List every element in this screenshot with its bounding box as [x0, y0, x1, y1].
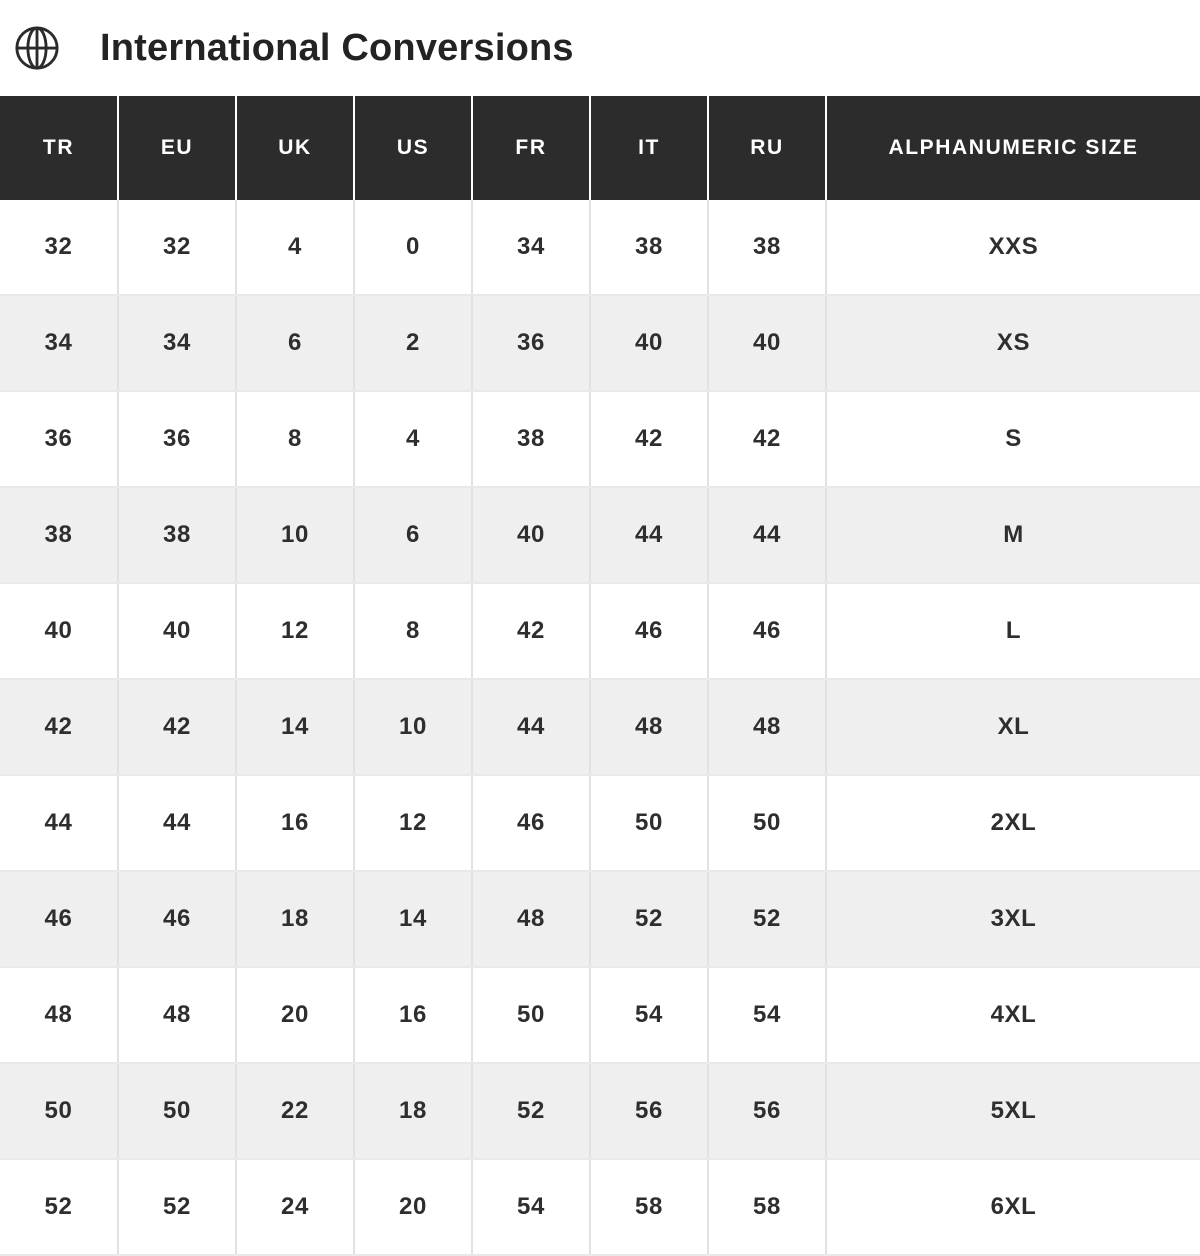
cell-us: 8 — [354, 583, 472, 679]
cell-tr: 40 — [0, 583, 118, 679]
cell-us: 10 — [354, 679, 472, 775]
cell-us: 14 — [354, 871, 472, 967]
cell-it: 42 — [590, 391, 708, 487]
cell-uk: 8 — [236, 391, 354, 487]
column-header-it: IT — [590, 96, 708, 200]
page-header — [0, 0, 1200, 96]
cell-tr: 32 — [0, 200, 118, 295]
cell-uk: 10 — [236, 487, 354, 583]
cell-tr: 46 — [0, 871, 118, 967]
cell-eu: 42 — [118, 679, 236, 775]
cell-uk: 6 — [236, 295, 354, 391]
cell-tr: 38 — [0, 487, 118, 583]
column-header-alphanumeric-size: ALPHANUMERIC SIZE — [826, 96, 1200, 200]
cell-it: 54 — [590, 967, 708, 1063]
cell-eu: 38 — [118, 487, 236, 583]
cell-it: 52 — [590, 871, 708, 967]
cell-it: 58 — [590, 1159, 708, 1255]
cell-ru: 44 — [708, 487, 826, 583]
cell-eu: 50 — [118, 1063, 236, 1159]
cell-uk: 12 — [236, 583, 354, 679]
table-row — [0, 200, 1200, 295]
cell-it: 44 — [590, 487, 708, 583]
column-header-us: US — [354, 96, 472, 200]
cell-eu: 32 — [118, 200, 236, 295]
cell-us: 2 — [354, 295, 472, 391]
cell-tr: 50 — [0, 1063, 118, 1159]
cell-ru: 38 — [708, 200, 826, 295]
cell-fr: 44 — [472, 679, 590, 775]
size-chart-table-wrapper — [0, 96, 1200, 1256]
cell-tr: 44 — [0, 775, 118, 871]
cell-eu: 48 — [118, 967, 236, 1063]
cell-alphanumeric-size: 2XL — [826, 775, 1200, 871]
table-row — [0, 775, 1200, 871]
cell-us: 6 — [354, 487, 472, 583]
cell-alphanumeric-size: 4XL — [826, 967, 1200, 1063]
cell-alphanumeric-size: 5XL — [826, 1063, 1200, 1159]
table-row — [0, 679, 1200, 775]
cell-fr: 38 — [472, 391, 590, 487]
cell-ru: 58 — [708, 1159, 826, 1255]
cell-it: 46 — [590, 583, 708, 679]
cell-ru: 48 — [708, 679, 826, 775]
cell-ru: 40 — [708, 295, 826, 391]
cell-tr: 48 — [0, 967, 118, 1063]
column-header-tr: TR — [0, 96, 118, 200]
cell-tr: 52 — [0, 1159, 118, 1255]
table-row — [0, 967, 1200, 1063]
cell-tr: 42 — [0, 679, 118, 775]
cell-us: 12 — [354, 775, 472, 871]
table-row — [0, 871, 1200, 967]
cell-fr: 48 — [472, 871, 590, 967]
page-title: International Conversions — [100, 26, 574, 69]
cell-fr: 54 — [472, 1159, 590, 1255]
cell-alphanumeric-size: 3XL — [826, 871, 1200, 967]
cell-alphanumeric-size: M — [826, 487, 1200, 583]
table-row — [0, 391, 1200, 487]
cell-ru: 46 — [708, 583, 826, 679]
cell-alphanumeric-size: XL — [826, 679, 1200, 775]
table-row — [0, 295, 1200, 391]
cell-ru: 54 — [708, 967, 826, 1063]
cell-fr: 46 — [472, 775, 590, 871]
table-row — [0, 583, 1200, 679]
cell-uk: 14 — [236, 679, 354, 775]
globe-icon — [8, 25, 100, 71]
cell-uk: 24 — [236, 1159, 354, 1255]
cell-ru: 56 — [708, 1063, 826, 1159]
cell-tr: 34 — [0, 295, 118, 391]
table-row — [0, 487, 1200, 583]
cell-uk: 18 — [236, 871, 354, 967]
cell-alphanumeric-size: XXS — [826, 200, 1200, 295]
cell-fr: 36 — [472, 295, 590, 391]
cell-fr: 50 — [472, 967, 590, 1063]
cell-us: 20 — [354, 1159, 472, 1255]
cell-eu: 46 — [118, 871, 236, 967]
cell-ru: 50 — [708, 775, 826, 871]
cell-uk: 20 — [236, 967, 354, 1063]
column-header-uk: UK — [236, 96, 354, 200]
cell-fr: 40 — [472, 487, 590, 583]
cell-us: 4 — [354, 391, 472, 487]
cell-alphanumeric-size: XS — [826, 295, 1200, 391]
column-header-eu: EU — [118, 96, 236, 200]
cell-us: 18 — [354, 1063, 472, 1159]
cell-alphanumeric-size: S — [826, 391, 1200, 487]
cell-us: 16 — [354, 967, 472, 1063]
cell-uk: 16 — [236, 775, 354, 871]
cell-eu: 52 — [118, 1159, 236, 1255]
cell-eu: 36 — [118, 391, 236, 487]
cell-it: 50 — [590, 775, 708, 871]
cell-it: 48 — [590, 679, 708, 775]
table-body — [0, 200, 1200, 1255]
table-row — [0, 1063, 1200, 1159]
cell-it: 56 — [590, 1063, 708, 1159]
cell-eu: 34 — [118, 295, 236, 391]
cell-fr: 52 — [472, 1063, 590, 1159]
table-header-row — [0, 96, 1200, 200]
column-header-fr: FR — [472, 96, 590, 200]
cell-it: 38 — [590, 200, 708, 295]
column-header-ru: RU — [708, 96, 826, 200]
cell-alphanumeric-size: 6XL — [826, 1159, 1200, 1255]
cell-fr: 42 — [472, 583, 590, 679]
cell-eu: 40 — [118, 583, 236, 679]
cell-eu: 44 — [118, 775, 236, 871]
cell-ru: 42 — [708, 391, 826, 487]
cell-ru: 52 — [708, 871, 826, 967]
cell-fr: 34 — [472, 200, 590, 295]
cell-uk: 4 — [236, 200, 354, 295]
cell-us: 0 — [354, 200, 472, 295]
cell-tr: 36 — [0, 391, 118, 487]
table-row — [0, 1159, 1200, 1255]
cell-alphanumeric-size: L — [826, 583, 1200, 679]
cell-uk: 22 — [236, 1063, 354, 1159]
cell-it: 40 — [590, 295, 708, 391]
size-chart-table — [0, 96, 1200, 1256]
